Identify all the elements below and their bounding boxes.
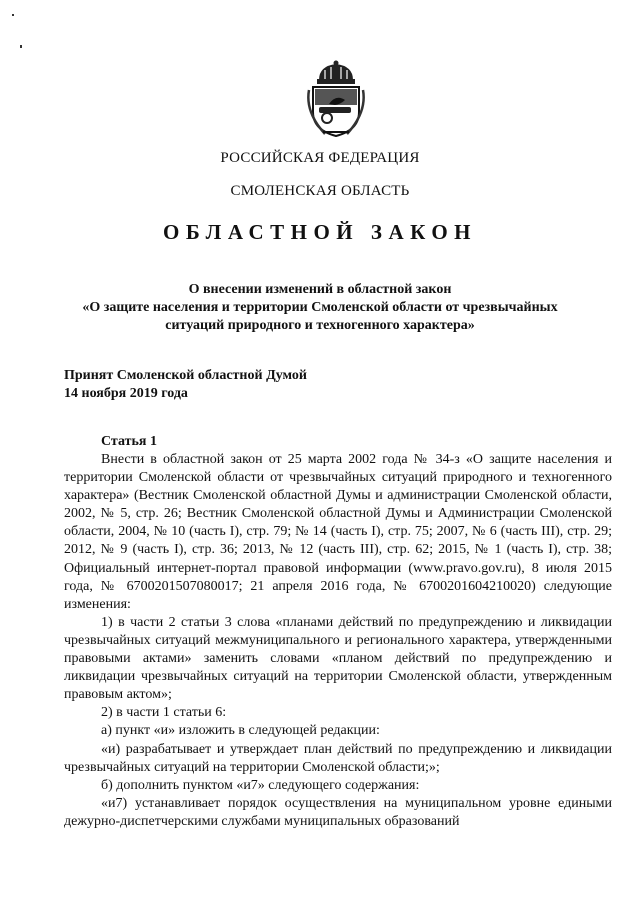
country-heading: РОССИЙСКАЯ ФЕДЕРАЦИЯ: [220, 150, 420, 166]
law-title-line: ситуаций природного и техногенного характера»: [165, 318, 475, 333]
adoption-date: 14 ноября 2019 года: [64, 386, 188, 401]
law-title-line: О внесении изменений в областной закон: [188, 282, 452, 297]
article-paragraph: а) пункт «и» изложить в следующей редакции:: [101, 723, 380, 739]
law-title-line: «О защите населения и территории Смоленской области от чрезвычайных: [82, 300, 558, 315]
article-paragraph: 1) в части 2 статьи 3 слова «планами действий по предупреждению и ликвидации чрезвычайных ситуаций межмуниципального и регионального характера, утвержденными правовыми актами» заменить словами «планом действий по предупреждению и ликвидации чрезвычайных ситуаций на территории Смоленской области, утвержденным правовым актом»;: [64, 614, 612, 703]
scan-speck: [20, 45, 22, 48]
coat-of-arms-icon: [305, 60, 367, 138]
article-heading: Статья 1: [101, 434, 157, 449]
article-paragraph: «и7) устанавливает порядок осуществления на муниципальном уровне едиными дежурно-диспетчерскими службами муниципальных образований: [64, 795, 612, 829]
adoption-block: [64, 367, 307, 403]
article-paragraph: «и) разрабатывает и утверждает план действий по предупреждению и ликвидации чрезвычайных ситуаций на территории Смоленской области;»;: [64, 741, 612, 775]
region-heading: СМОЛЕНСКАЯ ОБЛАСТЬ: [230, 183, 410, 199]
adopted-by: Принят Смоленской областной Думой: [64, 368, 307, 383]
scan-speck: [12, 14, 14, 16]
article-paragraph: б) дополнить пунктом «и7» следующего содержания:: [101, 777, 420, 793]
law-type-heading: ОБЛАСТНОЙ ЗАКОН: [162, 220, 477, 244]
law-title: [0, 281, 640, 335]
article-body: [64, 451, 612, 831]
article-paragraph: Внести в областной закон от 25 марта 2002 года № 34-з «О защите населения и территории Смоленской области от чрезвычайных ситуаций природного и техногенного характера» (Вестник Смоленской областной Думы и администрации Смоленской области, 2002, № 5, стр. 26; Вестник Смоленской областной Думы и Администрации Смоленской области, 2004, № 10 (часть I), стр. 79; № 14 (часть I), стр. 75; 2007, № 6 (часть III), стр. 29; 2012, № 9 (часть I), стр. 36; 2013, № 12 (часть III), стр. 62; 2015, № 1 (часть I), стр. 38; Официальный интернет-портал правовой информации (www.pravo.gov.ru), 8 июля 2015 года, № 6700201507080017; 21 апреля 2016 года, № 6700201604210020) следующие изменения:: [64, 452, 612, 612]
article-paragraph: 2) в части 1 статьи 6:: [101, 705, 227, 721]
